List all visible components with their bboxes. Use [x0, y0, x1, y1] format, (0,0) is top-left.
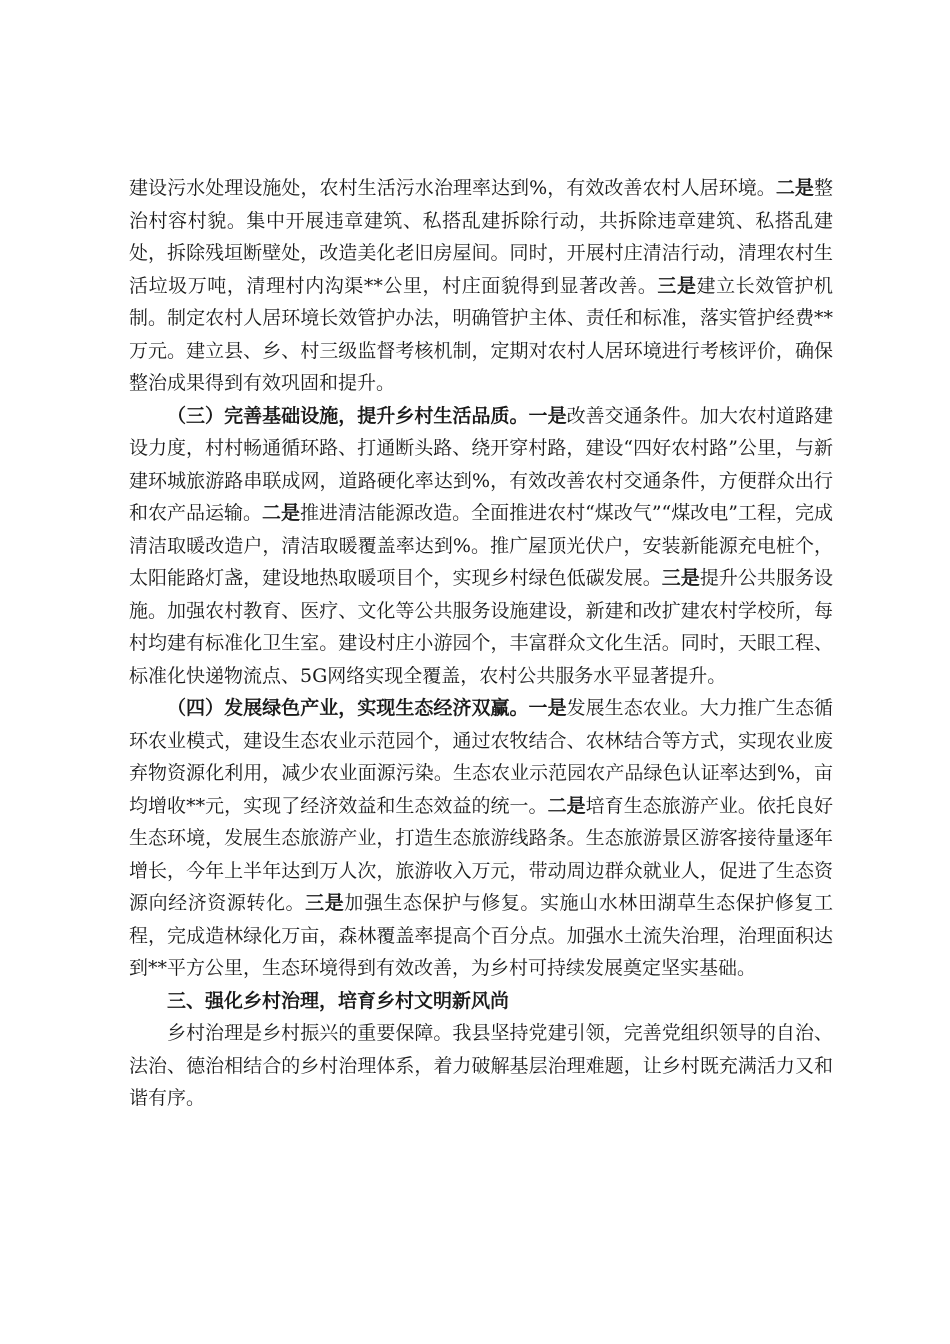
body-text: 建设污水处理设施处，农村生活污水治理率达到%，有效改善农村人居环境。: [129, 177, 776, 199]
document-page: [129, 172, 833, 1115]
paragraph: [129, 172, 833, 400]
bold-lead: 三是: [305, 892, 345, 914]
bold-lead: 二是: [262, 502, 301, 524]
section-heading: （四）发展绿色产业，实现生态经济双赢。: [167, 697, 529, 719]
paragraph: [129, 400, 833, 693]
body-text: 培育生态旅游产业。依托良好生态环境，发展生态旅游产业，打造生态旅游线路条。生态旅游景区游客接待量逐年增长，今年上半年达到万人次，旅游收入万元，带动周边群众就业人，促进了生态资源向经济资源转化。: [129, 794, 833, 914]
body-text: 改善交通条件。加大农村道路建设力度，村村畅通循环路、打通断头路、绕开穿村路，建设“四好农村路”公里，与新建环城旅游路串联成网，道路硬化率达到%，有效改善农村交通条件，方便群众出行和农产品运输。: [129, 404, 833, 524]
bold-lead: 一是: [528, 697, 567, 719]
chapter-heading-text: 三、强化乡村治理，培育乡村文明新风尚: [167, 989, 510, 1012]
paragraph: [129, 1017, 833, 1115]
bold-lead: 一是: [528, 404, 567, 427]
bold-lead: 三是: [661, 567, 700, 589]
body-text: 提升公共服务设施。加强农村教育、医疗、文化等公共服务设施建设，新建和改扩建农村学校所，每村均建有标准化卫生室。建设村庄小游园个，丰富群众文化生活。同时，天眼工程、标准化快递物流点、5G网络实现全覆盖，农村公共服务水平显著提升。: [129, 567, 833, 687]
chapter-heading: [129, 985, 833, 1018]
bold-lead: 三是: [657, 274, 697, 297]
section-heading: （三）完善基础设施，提升乡村生活品质。: [167, 404, 529, 427]
bold-lead: 二是: [775, 177, 814, 199]
body-text: 发展生态农业。大力推广生态循环农业模式，建设生态农业示范园个，通过农牧结合、农林结合等方式，实现农业废弃物资源化利用，减少农业面源污染。生态农业示范园农产品绿色认证率达到%，亩均增收**元，实现了经济效益和生态效益的统一。: [129, 697, 833, 817]
body-text: 建立长效管护机制。制定农村人居环境长效管护办法，明确管护主体、责任和标准，落实管护经费**万元。建立县、乡、村三级监督考核机制，定期对农村人居环境进行考核评价，确保整治成果得到有效巩固和提升。: [129, 274, 833, 394]
body-text: 乡村治理是乡村振兴的重要保障。我县坚持党建引领，完善党组织领导的自治、法治、德治相结合的乡村治理体系，着力破解基层治理难题，让乡村既充满活力又和谐有序。: [129, 1022, 833, 1109]
body-text: 推进清洁能源改造。全面推进农村“煤改气”“煤改电”工程，完成清洁取暖改造户，清洁取暖覆盖率达到%。推广屋顶光伏户，安装新能源充电桩个，太阳能路灯盏，建设地热取暖项目个，实现乡村绿色低碳发展。: [129, 502, 833, 589]
body-text: 加强生态保护与修复。实施山水林田湖草生态保护修复工程，完成造林绿化万亩，森林覆盖率提高个百分点。加强水土流失治理，治理面积达到**平方公里，生态环境得到有效改善，为乡村可持续发展奠定坚实基础。: [129, 892, 833, 979]
paragraph: [129, 692, 833, 985]
bold-lead: 二是: [547, 794, 586, 817]
body-text: 整治村容村貌。集中开展违章建筑、私搭乱建拆除行动，共拆除违章建筑、私搭乱建处，拆除残垣断壁处，改造美化老旧房屋间。同时，开展村庄清洁行动，清理农村生活垃圾万吨，清理村内沟渠**公里，村庄面貌得到显著改善。: [129, 177, 833, 297]
